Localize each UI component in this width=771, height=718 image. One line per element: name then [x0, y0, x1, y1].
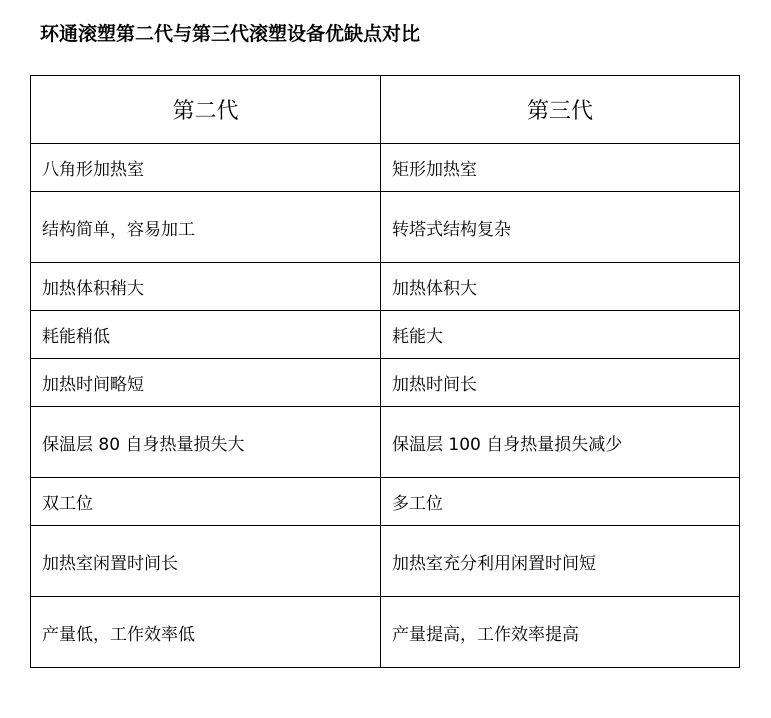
table-cell: 加热室充分利用闲置时间短: [381, 526, 740, 597]
table-cell: 耗能大: [381, 311, 740, 359]
table-cell: 耗能稍低: [31, 311, 381, 359]
table-cell: 加热时间长: [381, 359, 740, 407]
table-cell: 产量低，工作效率低: [31, 597, 381, 668]
table-row: [31, 263, 740, 311]
table-cell: 加热体积大: [381, 263, 740, 311]
table-cell: 八角形加热室: [31, 144, 381, 192]
table-row: [31, 478, 740, 526]
table-header-row: [31, 76, 740, 144]
table-cell: 产量提高，工作效率提高: [381, 597, 740, 668]
column-header-second-gen: 第二代: [31, 76, 381, 144]
table-cell: 双工位: [31, 478, 381, 526]
table-row: [31, 407, 740, 478]
table-row: [31, 526, 740, 597]
table-cell: 多工位: [381, 478, 740, 526]
comparison-table: [30, 75, 740, 668]
table-cell: 矩形加热室: [381, 144, 740, 192]
table-cell: 保温层 80 自身热量损失大: [31, 407, 381, 478]
table-cell: 转塔式结构复杂: [381, 192, 740, 263]
table-row: [31, 311, 740, 359]
document-title: 环通滚塑第二代与第三代滚塑设备优缺点对比: [40, 23, 421, 45]
table-cell: 加热室闲置时间长: [31, 526, 381, 597]
table-row: [31, 144, 740, 192]
table-row: [31, 192, 740, 263]
table-cell: 保温层 100 自身热量损失减少: [381, 407, 740, 478]
table-cell: 加热体积稍大: [31, 263, 381, 311]
table-row: [31, 597, 740, 668]
table-row: [31, 359, 740, 407]
column-header-third-gen: 第三代: [381, 76, 740, 144]
table-cell: 结构简单，容易加工: [31, 192, 381, 263]
table-cell: 加热时间略短: [31, 359, 381, 407]
